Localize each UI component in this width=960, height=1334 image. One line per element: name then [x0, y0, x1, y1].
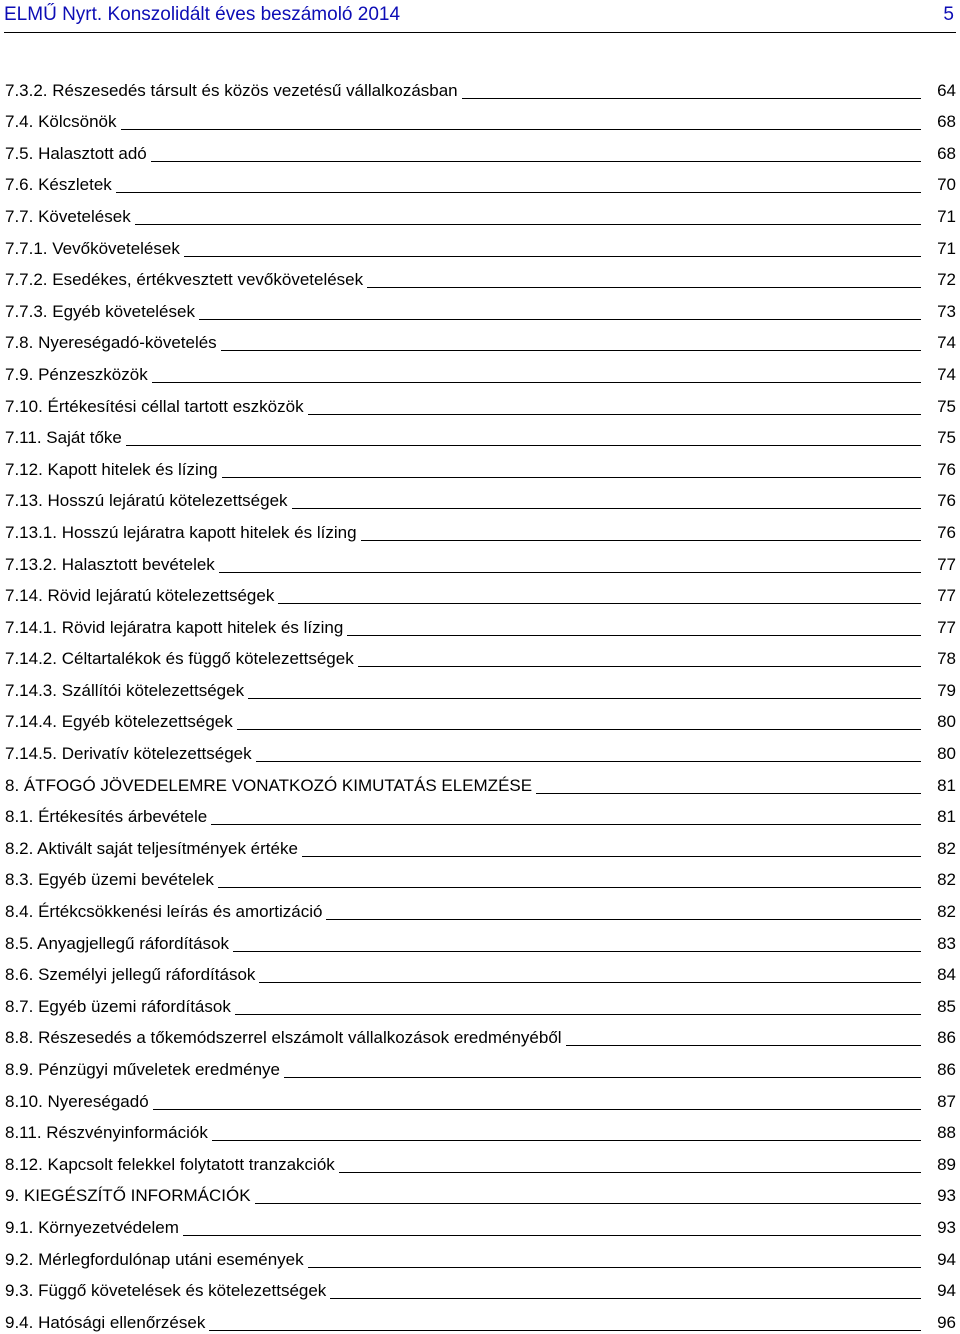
- toc-leader-line: [278, 603, 921, 604]
- toc-entry-label: 7.14. Rövid lejáratú kötelezettségek: [5, 586, 275, 606]
- page-header: [4, 0, 956, 33]
- toc-leader-line: [237, 729, 921, 730]
- toc-entry[interactable]: [5, 449, 956, 481]
- toc-entry[interactable]: [5, 102, 956, 134]
- toc-leader-line: [184, 256, 921, 257]
- toc-entry-label: 7.11. Saját tőke: [5, 428, 122, 448]
- toc-entry[interactable]: [5, 354, 956, 386]
- toc-leader-line: [292, 508, 922, 509]
- toc-leader-line: [183, 1235, 921, 1236]
- toc-entry-page-number: 76: [937, 491, 956, 511]
- toc-entry-page-number: 88: [937, 1123, 956, 1143]
- toc-entry-page-number: 64: [937, 80, 956, 100]
- toc-entry-page-number: 75: [937, 396, 956, 416]
- toc-leader-line: [330, 1298, 921, 1299]
- toc-entry[interactable]: [5, 639, 956, 671]
- toc-entry-label: 7.14.2. Céltartalékok és függő kötelezettségek: [5, 649, 354, 669]
- toc-entry-label: 8.4. Értékcsökkenési leírás és amortizáció: [5, 902, 323, 922]
- toc-leader-line: [259, 982, 921, 983]
- toc-leader-line: [152, 382, 921, 383]
- toc-entry-page-number: 94: [937, 1281, 956, 1301]
- toc-entry-page-number: 89: [937, 1154, 956, 1174]
- toc-entry-label: 7.4. Kölcsönök: [5, 112, 117, 132]
- toc-entry[interactable]: [5, 1144, 956, 1176]
- toc-leader-line: [235, 1014, 921, 1015]
- toc-entry[interactable]: [5, 260, 956, 292]
- toc-leader-line: [116, 192, 921, 193]
- toc-entry-page-number: 84: [937, 965, 956, 985]
- toc-entry[interactable]: [5, 1239, 956, 1271]
- toc-entry-page-number: 81: [937, 807, 956, 827]
- toc-entry-label: 9.1. Környezetvédelem: [5, 1217, 179, 1237]
- toc-entry[interactable]: [5, 1207, 956, 1239]
- toc-entry[interactable]: [5, 670, 956, 702]
- toc-entry[interactable]: [5, 702, 956, 734]
- toc-entry-label: 7.3.2. Részesedés társult és közös vezetésű vállalkozásban: [5, 80, 458, 100]
- toc-entry-label: 7.5. Halasztott adó: [5, 143, 147, 163]
- table-of-contents: [5, 70, 956, 1334]
- toc-entry-page-number: 74: [937, 364, 956, 384]
- toc-entry-label: 8.1. Értékesítés árbevétele: [5, 807, 208, 827]
- toc-entry-label: 7.7. Követelések: [5, 206, 131, 226]
- toc-entry-page-number: 80: [937, 744, 956, 764]
- toc-leader-line: [326, 919, 921, 920]
- page-number: 5: [943, 4, 954, 25]
- toc-leader-line: [255, 1203, 921, 1204]
- toc-entry-page-number: 82: [937, 902, 956, 922]
- toc-entry-label: 9.2. Mérlegfordulónap utáni események: [5, 1249, 304, 1269]
- toc-entry-label: 8.3. Egyéb üzemi bevételek: [5, 870, 214, 890]
- toc-entry-page-number: 85: [937, 996, 956, 1016]
- toc-entry[interactable]: [5, 70, 956, 102]
- toc-entry[interactable]: [5, 323, 956, 355]
- toc-leader-line: [199, 319, 921, 320]
- toc-entry-label: 9. KIEGÉSZÍTŐ INFORMÁCIÓK: [5, 1186, 251, 1206]
- toc-entry[interactable]: [5, 828, 956, 860]
- toc-leader-line: [219, 572, 921, 573]
- toc-entry-page-number: 86: [937, 1060, 956, 1079]
- toc-entry[interactable]: [5, 165, 956, 197]
- toc-entry-page-number: 82: [937, 870, 956, 890]
- toc-entry-page-number: 80: [937, 712, 956, 732]
- toc-entry-label: 8.11. Részvényinformációk: [5, 1123, 208, 1143]
- toc-leader-line: [126, 445, 921, 446]
- toc-entry-label: 7.7.3. Egyéb követelések: [5, 301, 195, 321]
- toc-leader-line: [218, 887, 921, 888]
- toc-entry[interactable]: [5, 1113, 956, 1145]
- toc-entry[interactable]: [5, 418, 956, 450]
- toc-entry[interactable]: [5, 1018, 956, 1050]
- toc-entry-page-number: 70: [937, 175, 956, 195]
- toc-entry-label: 7.12. Kapott hitelek és lízing: [5, 459, 218, 479]
- toc-entry-page-number: 71: [937, 238, 956, 258]
- toc-entry-label: 7.6. Készletek: [5, 175, 112, 195]
- toc-entry-label: 8.2. Aktivált saját teljesítmények értéke: [5, 838, 298, 858]
- toc-leader-line: [284, 1077, 921, 1078]
- toc-entry[interactable]: [5, 765, 956, 797]
- toc-entry-label: 9.4. Hatósági ellenőrzések: [5, 1312, 206, 1332]
- toc-entry-page-number: 86: [937, 1028, 956, 1048]
- toc-leader-line: [135, 224, 921, 225]
- toc-entry-page-number: 77: [937, 554, 956, 574]
- toc-entry-label: 7.14.3. Szállítói kötelezettségek: [5, 680, 245, 700]
- toc-leader-line: [347, 635, 921, 636]
- toc-leader-line: [358, 666, 921, 667]
- toc-entry[interactable]: [5, 1302, 956, 1334]
- toc-leader-line: [209, 1330, 921, 1331]
- toc-entry-label: 7.7.2. Esedékes, értékvesztett vevőkövetelések: [5, 270, 364, 290]
- toc-entry-label: 8. ÁTFOGÓ JÖVEDELEMRE VONATKOZÓ KIMUTATÁS ELEMZÉSE: [5, 775, 533, 795]
- toc-entry-label: 7.14.1. Rövid lejáratra kapott hitelek és lízing: [5, 617, 344, 637]
- toc-entry[interactable]: [5, 291, 956, 323]
- toc-leader-line: [302, 856, 921, 857]
- toc-entry[interactable]: [5, 512, 956, 544]
- toc-leader-line: [233, 951, 921, 952]
- toc-entry[interactable]: [5, 1049, 956, 1081]
- toc-entry-label: 7.8. Nyereségadó-követelés: [5, 333, 217, 353]
- toc-entry-page-number: 74: [937, 333, 956, 353]
- toc-entry-label: 8.10. Nyereségadó: [5, 1091, 149, 1111]
- toc-entry-page-number: 82: [937, 838, 956, 858]
- toc-leader-line: [248, 698, 921, 699]
- toc-entry-label: 8.12. Kapcsolt felekkel folytatott tranzakciók: [5, 1154, 335, 1174]
- toc-entry[interactable]: [5, 1271, 956, 1303]
- toc-entry-page-number: 93: [937, 1186, 956, 1206]
- toc-entry[interactable]: [5, 544, 956, 576]
- toc-leader-line: [361, 540, 922, 541]
- toc-entry[interactable]: [5, 923, 956, 955]
- toc-entry-label: 8.6. Személyi jellegű ráfordítások: [5, 965, 256, 985]
- toc-entry-page-number: 79: [937, 680, 956, 700]
- toc-leader-line: [121, 129, 922, 130]
- toc-leader-line: [536, 793, 921, 794]
- toc-entry-label: 8.8. Részesedés a tőkemódszerrel elszámolt vállalkozások eredményéből: [5, 1028, 562, 1048]
- toc-leader-line: [308, 1267, 921, 1268]
- toc-leader-line: [212, 1140, 921, 1141]
- toc-entry-label: 7.7.1. Vevőkövetelések: [5, 238, 180, 258]
- toc-entry-page-number: 81: [937, 775, 956, 795]
- toc-entry-page-number: 73: [937, 301, 956, 321]
- toc-entry-page-number: 93: [937, 1217, 956, 1237]
- toc-leader-line: [211, 824, 921, 825]
- toc-entry[interactable]: [5, 1081, 956, 1113]
- toc-leader-line: [153, 1109, 921, 1110]
- toc-leader-line: [462, 98, 921, 99]
- toc-entry-label: 7.13. Hosszú lejáratú kötelezettségek: [5, 491, 288, 511]
- toc-entry[interactable]: [5, 228, 956, 260]
- toc-entry-page-number: 77: [937, 586, 956, 606]
- toc-entry-label: 7.14.4. Egyéb kötelezettségek: [5, 712, 233, 732]
- toc-entry[interactable]: [5, 891, 956, 923]
- toc-entry-page-number: 75: [937, 428, 956, 448]
- toc-entry-page-number: 78: [937, 649, 956, 669]
- toc-entry[interactable]: [5, 607, 956, 639]
- toc-leader-line: [222, 477, 921, 478]
- document-title: ELMŰ Nyrt. Konszolidált éves beszámoló 2014: [4, 4, 401, 25]
- toc-entry-page-number: 87: [937, 1091, 956, 1111]
- toc-entry[interactable]: [5, 481, 956, 513]
- toc-entry-page-number: 94: [937, 1249, 956, 1269]
- toc-entry[interactable]: [5, 860, 956, 892]
- toc-leader-line: [151, 161, 921, 162]
- toc-entry[interactable]: [5, 955, 956, 987]
- toc-entry-label: 8.9. Pénzügyi műveletek eredménye: [5, 1060, 280, 1079]
- toc-entry[interactable]: [5, 733, 956, 765]
- toc-entry-page-number: 71: [937, 206, 956, 226]
- toc-leader-line: [256, 761, 921, 762]
- toc-entry-page-number: 76: [937, 522, 956, 542]
- toc-leader-line: [221, 350, 921, 351]
- toc-entry[interactable]: [5, 196, 956, 228]
- toc-entry-label: 7.10. Értékesítési céllal tartott eszközök: [5, 396, 304, 416]
- toc-leader-line: [308, 414, 921, 415]
- toc-entry-label: 7.9. Pénzeszközök: [5, 364, 148, 384]
- toc-entry[interactable]: [5, 133, 956, 165]
- toc-entry[interactable]: [5, 576, 956, 608]
- toc-entry-page-number: 96: [937, 1312, 956, 1332]
- toc-leader-line: [339, 1172, 921, 1173]
- toc-entry-page-number: 68: [937, 112, 956, 132]
- toc-entry-label: 8.5. Anyagjellegű ráfordítások: [5, 933, 229, 953]
- toc-entry-label: 7.14.5. Derivatív kötelezettségek: [5, 744, 252, 764]
- toc-entry-page-number: 76: [937, 459, 956, 479]
- toc-leader-line: [566, 1045, 922, 1046]
- toc-entry-label: 8.7. Egyéb üzemi ráfordítások: [5, 996, 231, 1016]
- toc-entry-page-number: 72: [937, 270, 956, 290]
- toc-entry-page-number: 77: [937, 617, 956, 637]
- toc-entry-page-number: 68: [937, 143, 956, 163]
- toc-entry[interactable]: [5, 386, 956, 418]
- toc-entry[interactable]: [5, 986, 956, 1018]
- toc-entry-page-number: 83: [937, 933, 956, 953]
- toc-entry-label: 9.3. Függő követelések és kötelezettségek: [5, 1281, 327, 1301]
- toc-entry[interactable]: [5, 797, 956, 829]
- toc-entry-label: 7.13.1. Hosszú lejáratra kapott hitelek és lízing: [5, 522, 357, 542]
- toc-entry[interactable]: [5, 1176, 956, 1208]
- toc-entry-label: 7.13.2. Halasztott bevételek: [5, 554, 215, 574]
- toc-leader-line: [367, 287, 921, 288]
